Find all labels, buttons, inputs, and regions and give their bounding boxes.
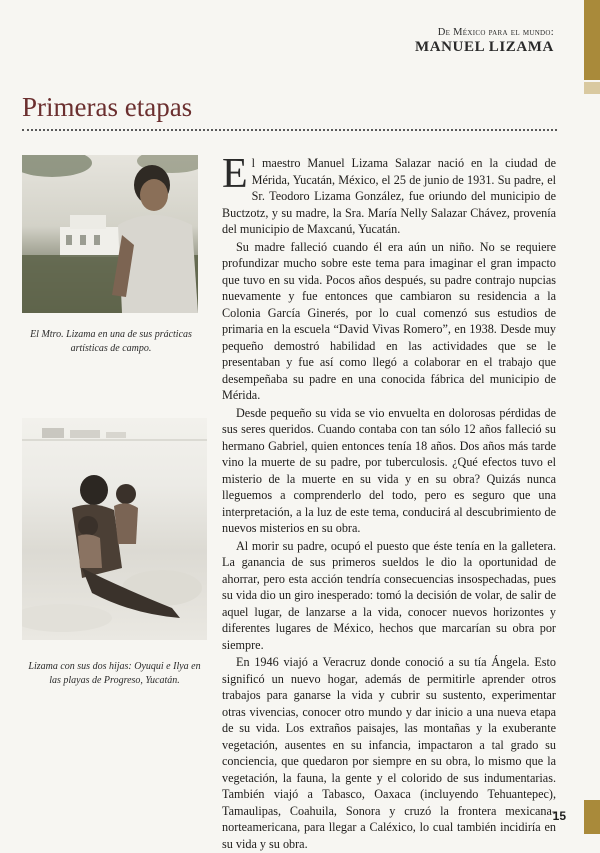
figure-caption: Lizama con sus dos hijas: Oyuqui e Ilya en las playas de Progreso, Yucatán. [28, 661, 201, 686]
body-paragraph: En 1946 viajó a Veracruz donde conoció a su tía Ángela. Esto significó un nuevo hogar, además de permitirle aprender otros trabajos para ganarse la vida y cubrir su sustento, experimentar otras vivencias, conocer otro mundo y dar inicio a una nueva etapa de su vida. Los extraños paisajes, las montañas y la exuberante vegetación, ausentes en su infancia, impactaron a tal grado su conciencia, que quedaron por siempre en su obra, lo mismo que la vegetación, la fauna, la gente y el colorido de sus indumentarias. También viajó a Tabasco, Oaxaca (incluyendo Tehuantepec), Tamaulipas, Coahuila, Sonora y cruzó la frontera mexicana-norteamericana, para llegar a Caléxico, lo cual también incidiría en su vida y su obra. [222, 655, 556, 851]
page-number: 15 [552, 809, 566, 823]
photo-field-practice-illustration [22, 155, 198, 313]
running-head-title: MANUEL LIZAMA [414, 39, 554, 55]
figure-caption: El Mtro. Lizama en una de sus prácticas artísticas de campo. [30, 329, 192, 354]
photo-beach-progreso [22, 418, 207, 640]
edge-tab-top-light [584, 82, 600, 94]
edge-tab-bottom [584, 800, 600, 834]
body-paragraph: Desde pequeño su vida se vio envuelta en dolorosas pérdidas de sus seres queridos. Cuando contaba con tan sólo 12 años falleció su hermano Gabriel, quien entonces tenía 18 años. Dos años más tarde vino la muerte de su padre, por tuberculosis. ¿Qué efectos tuvo el misterio de la muerte en su vida y en su obra? Quizás nunca lleguemos a comprenderlo del todo, pero es seguro que una interpretación, a la luz de este tema, conducirá al descubrimiento de nuevos misterios en su obra. [222, 405, 556, 535]
running-head-kicker: De México para el mundo: [437, 27, 554, 38]
section-title: Primeras etapas [22, 92, 193, 122]
photo-field-practice [22, 155, 198, 313]
edge-tab-top [584, 0, 600, 80]
body-paragraph: Su madre falleció cuando él era aún un niño. No se requiere profundizar mucho sobre este tema para imaginar el gran impacto que tuvo en su vida. Pocos años después, su padre contrajo nupcias nuevamente y fue entonces que cambiaron su residencia a la Colonia García Ginerés, por lo cual comenzó sus estudios de primaria en la escuela “David Vivas Romero”, en 1938. Desde muy pequeño demostró habilidad en las actividades que se le presentaban y fue así como llegó a colaborar en el trabajo que desempeñaba su padre en una conocida fábrica del municipio de Mérida. [222, 239, 556, 402]
running-head [415, 27, 554, 56]
photo-beach-illustration [22, 418, 207, 640]
dotted-divider [22, 129, 557, 131]
body-paragraph: El maestro Manuel Lizama Salazar nació en la ciudad de Mérida, Yucatán, México, el 25 de junio de 1931. Su padre, el Sr. Teodoro Lizama González, fue oriundo del municipio de Buctzotz, y su madre, la Sra. María Nelly Salazar Chávez, provenía del municipio de Maxcanú, Yucatán. [222, 151, 556, 236]
body-text [222, 151, 556, 853]
body-paragraph: Al morir su padre, ocupó el puesto que éste tenía en la galletera. La ganancia de sus primeros sueldos le dio la oportunidad de ahorrar, pero esta acción tendría consecuencias insospechadas, pues su vida dio un giro inesperado: tomó la decisión de volar, de salir de aquel lugar, de lanzarse a la vida, conocer nuevos horizontes y diferentes lugares de México, hechos que marcarían su obra por siempre. [222, 538, 556, 652]
drop-cap: E [222, 151, 248, 197]
